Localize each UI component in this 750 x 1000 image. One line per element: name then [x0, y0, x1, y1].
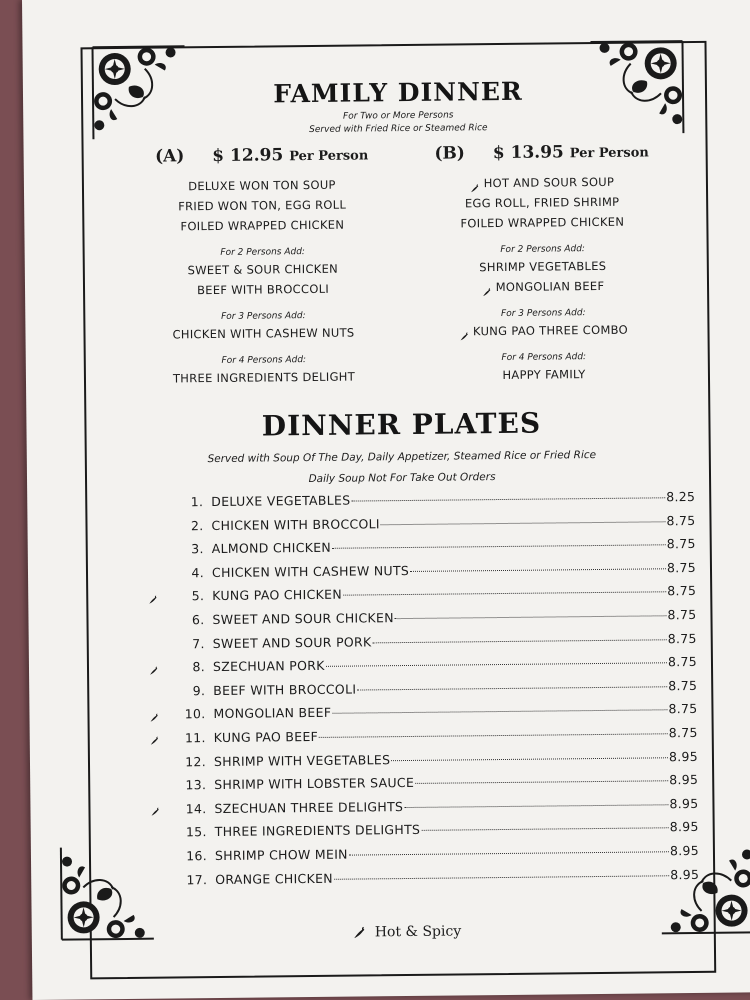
plate-number: 11.: [184, 730, 206, 746]
option-b-add2-item: SHRIMP VEGETABLES: [479, 258, 607, 275]
pepper-icon: [482, 283, 492, 293]
dot-leader: [332, 544, 666, 548]
option-b-add2-item: MONGOLIAN BEEF: [393, 275, 693, 298]
family-option-b: [392, 141, 695, 386]
family-dinner-title: FAMILY DINNER: [273, 76, 523, 109]
plate-number: 2.: [190, 517, 204, 533]
option-a-add3-label: For 3 Persons Add:: [220, 311, 306, 322]
pepper-icon: [149, 663, 159, 673]
option-a-add2-item: SWEET & SOUR CHICKEN: [187, 261, 339, 278]
plate-name: SHRIMP CHOW MEIN: [214, 846, 348, 863]
plate-name: KUNG PAO BEEF: [213, 728, 319, 745]
plate-name: DELUXE VEGETABLES: [211, 492, 351, 510]
plate-name: SWEET AND SOUR PORK: [212, 633, 372, 651]
family-subtitle-line-1: For Two or More Persons: [342, 110, 454, 122]
plate-spicy-marker: [137, 660, 163, 675]
plate-price: 8.75: [666, 536, 696, 552]
spicy-legend-text: Hot & Spicy: [374, 923, 462, 941]
dot-leader: [343, 592, 666, 596]
dinner-plates-list: [135, 489, 699, 896]
dot-leader: [372, 639, 666, 643]
dot-leader: [349, 851, 669, 855]
option-b-header: [392, 141, 692, 164]
plate-price: 8.75: [667, 583, 697, 599]
plate-name: ALMOND CHICKEN: [211, 539, 332, 557]
plate-number: 7.: [192, 635, 205, 651]
option-a-add3-item: CHICKEN WITH CASHEW NUTS: [172, 325, 355, 342]
plate-name: ORANGE CHICKEN: [215, 870, 333, 887]
plate-number: 3.: [191, 541, 204, 557]
plate-number: 16.: [186, 848, 208, 864]
plate-name: SZECHUAN THREE DELIGHTS: [214, 798, 404, 816]
plate-number: 10.: [184, 706, 206, 722]
dot-leader: [395, 615, 667, 619]
dinner-plates-title: DINNER PLATES: [261, 406, 542, 443]
plate-number: 14.: [185, 800, 207, 817]
plate-number: 8.: [192, 659, 206, 675]
plate-name: BEEF WITH BROCCOLI: [213, 681, 357, 698]
plate-spicy-marker: [137, 707, 163, 722]
option-b-add4-label: For 4 Persons Add:: [501, 352, 587, 363]
plate-name: CHICKEN WITH CASHEW NUTS: [211, 562, 410, 580]
plate-price: 8.75: [667, 630, 697, 646]
plate-spicy-marker: [138, 730, 164, 745]
pepper-icon: [352, 925, 366, 939]
dot-leader: [357, 686, 667, 690]
menu-page: [22, 0, 750, 1000]
plate-price: 8.95: [669, 819, 699, 835]
option-a-price: $ 12.95: [212, 145, 284, 167]
dot-leader: [319, 733, 668, 738]
dot-leader: [326, 662, 667, 667]
plate-number: 6.: [191, 612, 205, 628]
option-b-price: $ 13.95: [492, 142, 564, 164]
plate-number: 17.: [186, 871, 208, 887]
pepper-icon: [150, 734, 160, 744]
plate-price: 8.95: [668, 748, 699, 764]
plate-price: 8.75: [668, 724, 698, 741]
option-a-add2-item: BEEF WITH BROCCOLI: [196, 281, 330, 298]
pepper-icon: [459, 327, 469, 337]
pepper-icon: [149, 710, 159, 720]
dot-leader: [332, 710, 667, 715]
option-b-label: (B): [434, 143, 466, 164]
pepper-icon: [470, 179, 480, 189]
option-b-add2-label: For 2 Persons Add:: [500, 244, 585, 256]
option-b-add4-item: HAPPY FAMILY: [502, 367, 586, 382]
plate-number: 1.: [190, 494, 204, 510]
option-a-add4-item: THREE INGREDIENTS DELIGHT: [172, 369, 356, 386]
plate-name: KUNG PAO CHICKEN: [212, 587, 343, 604]
pepper-icon: [148, 592, 158, 602]
plate-number: 5.: [191, 588, 205, 604]
plate-name: SHRIMP WITH VEGETABLES: [213, 751, 391, 769]
dot-leader: [351, 497, 665, 501]
option-b-add3-item: KUNG PAO THREE COMBO: [393, 319, 693, 342]
plate-name: SHRIMP WITH LOBSTER SAUCE: [214, 775, 415, 793]
option-a-add4-label: For 4 Persons Add:: [221, 355, 307, 366]
dot-leader: [334, 875, 669, 880]
plates-subtitle-line-2: Daily Soup Not For Take Out Orders: [308, 471, 496, 486]
option-a-add2-label: For 2 Persons Add:: [220, 247, 305, 258]
option-b-item: EGG ROLL, FRIED SHRIMP: [464, 194, 620, 211]
plate-price: 8.25: [666, 488, 696, 505]
plate-number: 12.: [185, 753, 207, 769]
option-a-item: FOILED WRAPPED CHICKEN: [180, 217, 345, 234]
option-a-per: Per Person: [289, 148, 369, 165]
plate-name: CHICKEN WITH BROCCOLI: [211, 515, 380, 533]
plate-name: THREE INGREDIENTS DELIGHTS: [214, 822, 421, 840]
plate-name: SZECHUAN PORK: [212, 658, 325, 675]
plate-price: 8.95: [669, 795, 699, 811]
option-b-add3-label: For 3 Persons Add:: [500, 308, 586, 320]
dot-leader: [415, 780, 668, 784]
plate-name: MONGOLIAN BEEF: [213, 705, 332, 722]
plate-number: 13.: [185, 777, 207, 793]
plate-price: 8.75: [666, 559, 697, 576]
plate-price: 8.95: [669, 842, 700, 859]
dot-leader: [410, 568, 666, 572]
plate-price: 8.95: [670, 866, 700, 882]
dot-leader: [421, 828, 668, 832]
plate-price: 8.75: [668, 677, 698, 694]
plate-price: 8.75: [668, 701, 698, 717]
family-subtitle-line-2: Served with Fried Rice or Steamed Rice: [309, 123, 488, 135]
plate-spicy-marker: [136, 589, 162, 604]
plate-price: 8.75: [666, 512, 696, 528]
option-a-item: DELUXE WON TON SOUP: [188, 177, 336, 194]
dinner-plates-subtitle: [27, 443, 750, 493]
option-a-label: (A): [154, 146, 185, 167]
plate-price: 8.95: [669, 772, 699, 788]
plate-number: 9.: [192, 682, 206, 698]
option-b-item: FOILED WRAPPED CHICKEN: [460, 214, 625, 231]
plate-spicy-marker: [138, 801, 164, 816]
pepper-icon: [150, 805, 160, 815]
dot-leader: [404, 804, 668, 808]
plate-name: SWEET AND SOUR CHICKEN: [212, 610, 394, 628]
plate-number: 4.: [191, 564, 205, 581]
option-b-per: Per Person: [569, 145, 649, 162]
plates-subtitle-line-1: Served with Soup Of The Day, Daily Appetizer, Steamed Rice or Fried Rice: [207, 449, 597, 466]
dot-leader: [381, 521, 666, 525]
plate-price: 8.75: [667, 606, 697, 623]
option-a-item: FRIED WON TON, EGG ROLL: [178, 197, 347, 214]
option-b-item: HOT AND SOUR SOUP: [392, 171, 692, 194]
plate-price: 8.75: [667, 654, 698, 670]
family-option-a: [112, 144, 415, 389]
dot-leader: [391, 757, 668, 761]
plate-number: 15.: [185, 824, 207, 840]
option-a-header: [112, 144, 412, 167]
